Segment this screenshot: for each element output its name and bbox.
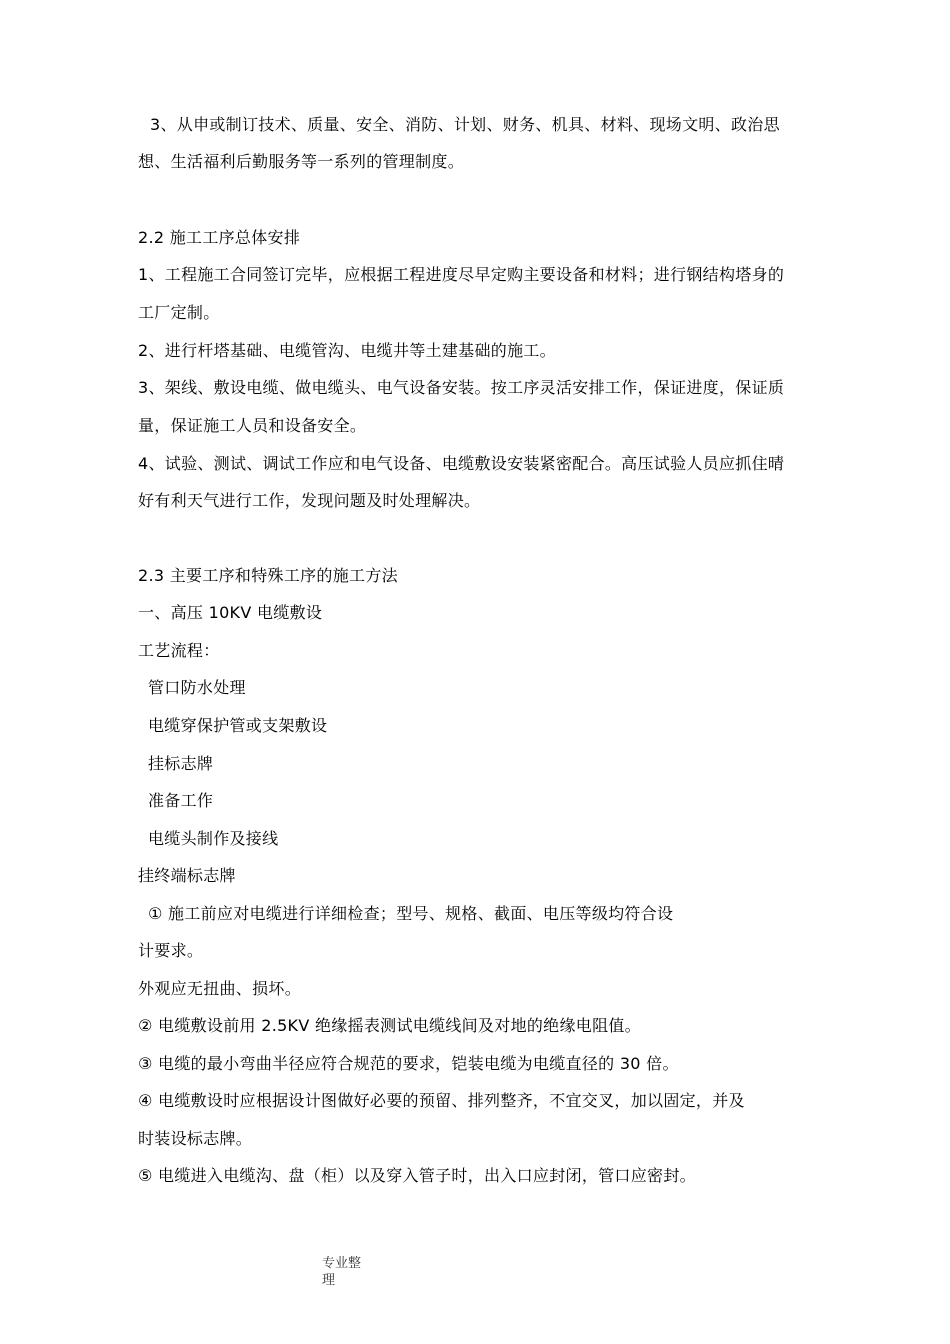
process-step: 电缆头制作及接线 bbox=[148, 829, 279, 848]
note3: ③ 电缆的最小弯曲半径应符合规范的要求，铠装电缆为电缆直径的 30 倍。 bbox=[138, 1054, 679, 1073]
section-2-2-item3-line2: 量，保证施工人员和设备安全。 bbox=[138, 416, 367, 435]
section-2-2-item4-line2: 好有利天气进行工作，发现问题及时处理解决。 bbox=[138, 491, 481, 510]
note2: ② 电缆敷设前用 2.5KV 绝缘摇表测试电缆线间及对地的绝缘电阻值。 bbox=[138, 1016, 641, 1035]
process-step: 电缆穿保护管或支架敷设 bbox=[148, 716, 328, 735]
note1-line1: ① 施工前应对电缆进行详细检查；型号、规格、截面、电压等级均符合设 bbox=[148, 904, 674, 923]
section-2-2-item2: 2、进行杆塔基础、电缆管沟、电缆井等土建基础的施工。 bbox=[138, 341, 556, 360]
intro-item3-line2: 想、生活福利后勤服务等一系列的管理制度。 bbox=[138, 152, 465, 171]
process-step: 准备工作 bbox=[148, 791, 214, 810]
note4-line1: ④ 电缆敷设时应根据设计图做好必要的预留、排列整齐，不宜交叉，加以固定，并及 bbox=[138, 1091, 745, 1110]
section-2-2-heading: 2.2 施工工序总体安排 bbox=[138, 228, 301, 247]
note1-line2: 计要求。 bbox=[138, 941, 204, 960]
section-2-3-subheading: 一、高压 10KV 电缆敷设 bbox=[138, 603, 323, 622]
footer-line2: 理 bbox=[322, 1273, 336, 1288]
note4-line2: 时装设标志牌。 bbox=[138, 1129, 253, 1148]
intro-item3-line1: 3、从申或制订技术、质量、安全、消防、计划、财务、机具、材料、现场文明、政治思 bbox=[150, 115, 780, 134]
note5: ⑤ 电缆进入电缆沟、盘（柜）以及穿入管子时，出入口应封闭，管口应密封。 bbox=[138, 1166, 696, 1185]
process-step: 挂标志牌 bbox=[148, 754, 214, 773]
section-2-3-heading: 2.3 主要工序和特殊工序的施工方法 bbox=[138, 566, 398, 585]
section-2-2-item1-line1: 1、工程施工合同签订完毕，应根据工程进度尽早定购主要设备和材料；进行钢结构塔身的 bbox=[138, 265, 785, 284]
footer-line1: 专业整 bbox=[322, 1256, 362, 1271]
section-2-2-item3-line1: 3、架线、敷设电缆、做电缆头、电气设备安装。按工序灵活安排工作，保证进度，保证质 bbox=[138, 378, 785, 397]
process-step: 管口防水处理 bbox=[148, 678, 246, 697]
section-2-2-item1-line2: 工厂定制。 bbox=[138, 303, 220, 322]
section-2-2-item4-line1: 4、试验、测试、调试工作应和电气设备、电缆敷设安装紧密配合。高压试验人员应抓住晴 bbox=[138, 454, 785, 473]
process-label: 工艺流程： bbox=[138, 641, 220, 660]
note1-line3: 外观应无扭曲、损坏。 bbox=[138, 979, 302, 998]
process-last-step: 挂终端标志牌 bbox=[138, 866, 236, 885]
